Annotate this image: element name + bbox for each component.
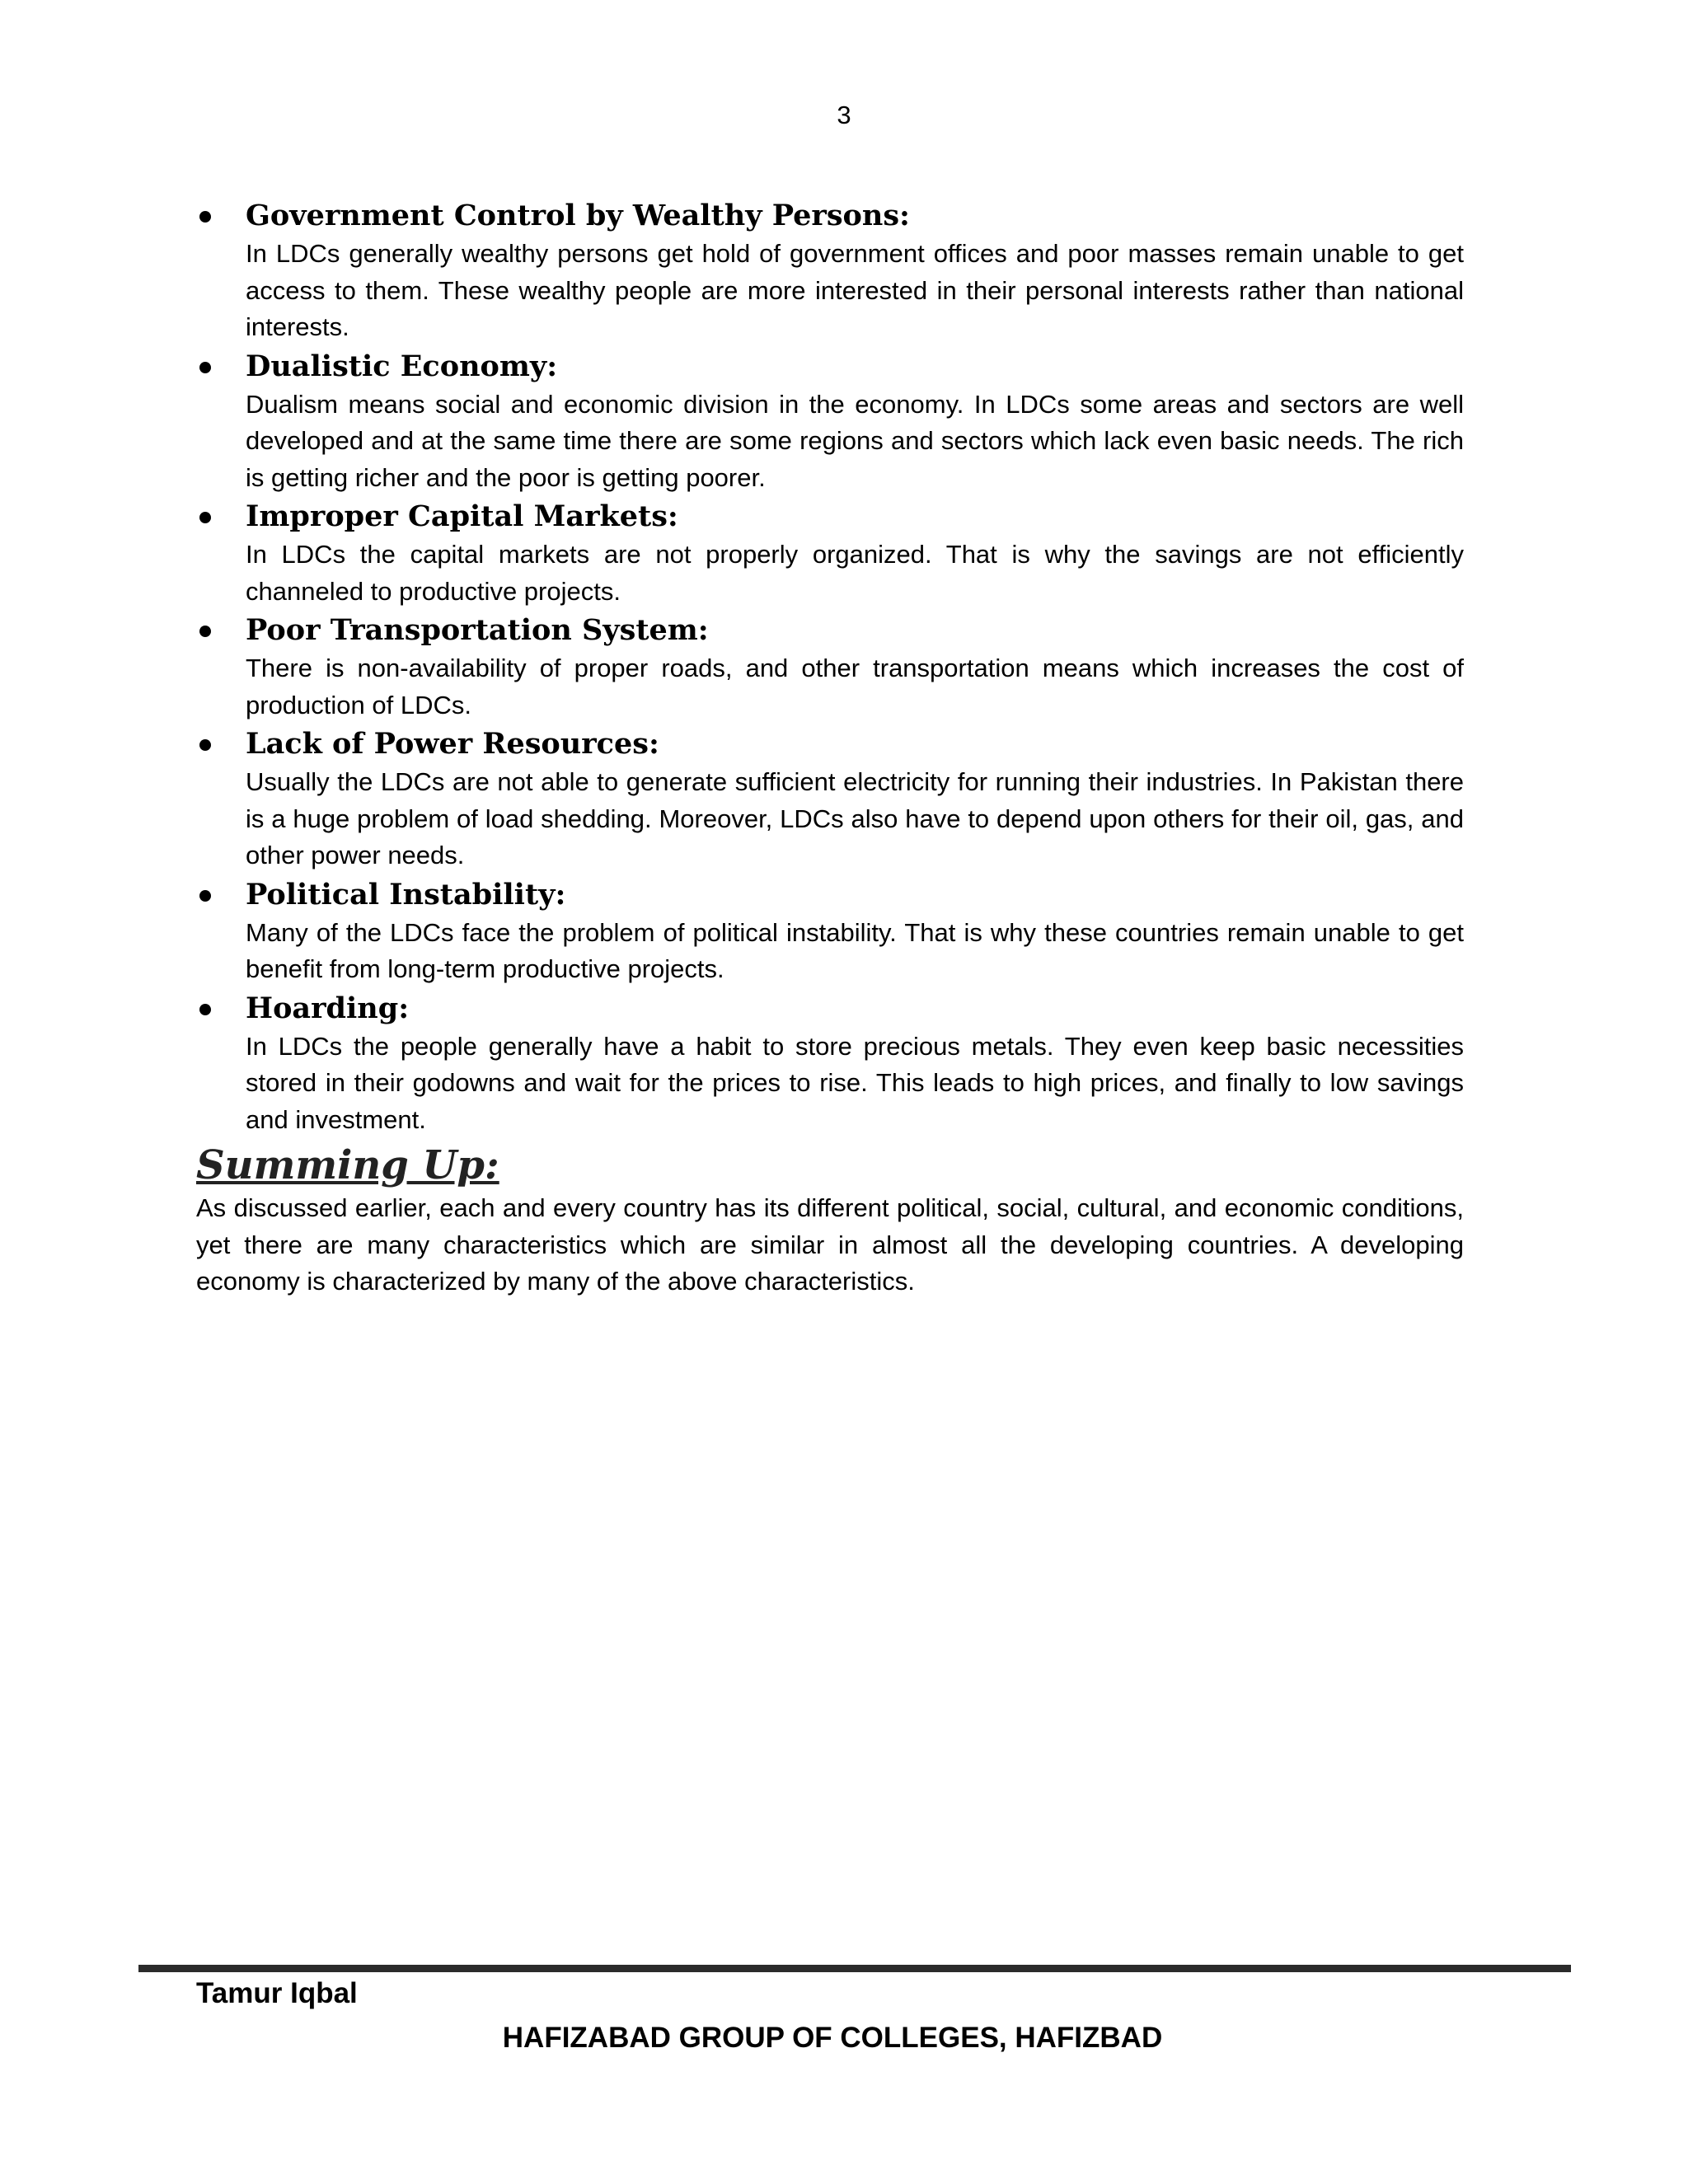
item-body: Dualism means social and economic division in the economy. In LDCs some areas and sectors are well developed and at the same time there are some regions and sectors which lack even basic needs. The rich is getting richer and the poor is getting poorer. xyxy=(246,389,1464,492)
item-heading: Political Instability: xyxy=(246,877,566,912)
item-body: In LDCs the capital markets are not properly organized. That is why the savings are not efficiently channeled to productive projects. xyxy=(246,540,1464,606)
list-item-government-control xyxy=(196,196,1464,347)
item-heading: Improper Capital Markets: xyxy=(246,499,678,533)
item-body: In LDCs generally wealthy persons get hold of government offices and poor masses remain unable to get access to them. These wealthy people are more interested in their personal interests rather than national interests. xyxy=(246,239,1464,341)
list-item-hoarding xyxy=(196,989,1464,1140)
list-item-capital-markets xyxy=(196,497,1464,611)
list-item-power-resources xyxy=(196,724,1464,875)
item-heading: Dualistic Economy: xyxy=(246,349,558,383)
footer-divider xyxy=(138,1965,1571,1972)
bullet-icon xyxy=(199,1004,211,1015)
list-item-dualistic-economy xyxy=(196,347,1464,498)
item-body: In LDCs the people generally have a habit to store precious metals. They even keep basic necessities stored in their godowns and wait for the prices to rise. This leads to high prices, and finally to low savings and investment. xyxy=(246,1031,1464,1134)
bullet-icon xyxy=(199,626,211,637)
page-number: 3 xyxy=(837,101,851,129)
bullet-icon xyxy=(199,211,211,223)
item-body: Many of the LDCs face the problem of political instability. That is why these countries remain unable to get benefit from long-term productive projects. xyxy=(246,917,1464,983)
item-heading: Government Control by Wealthy Persons: xyxy=(246,199,910,232)
item-heading: Lack of Power Resources: xyxy=(246,727,659,761)
bullet-icon xyxy=(199,739,211,751)
list-item-political-instability xyxy=(196,875,1464,989)
footer-author: Tamur Iqbal xyxy=(196,1977,358,2009)
item-body: Usually the LDCs are not able to generate sufficient electricity for running their industries. In Pakistan there is a huge problem of load shedding. Moreover, LDCs also have to depend upon others for their oil, gas, and other power needs. xyxy=(246,767,1464,869)
item-heading: Hoarding: xyxy=(246,991,410,1025)
item-heading: Poor Transportation System: xyxy=(246,613,709,647)
list-item-transportation xyxy=(196,611,1464,724)
bullet-icon xyxy=(199,890,211,902)
document-body xyxy=(196,196,1464,1301)
summary-body: As discussed earlier, each and every country has its different political, social, cultural, and economic conditions, yet there are many characteristics which are similar in almost all the developing countries. A developing economy is characterized by many of the above characteristics. xyxy=(196,1193,1464,1296)
footer-college: HAFIZABAD GROUP OF COLLEGES, HAFIZBAD xyxy=(502,2022,1163,2054)
item-body: There is non-availability of proper roads, and other transportation means which increases the cost of production of LDCs. xyxy=(246,654,1464,719)
bullet-icon xyxy=(199,362,211,373)
bullet-icon xyxy=(199,512,211,523)
summary-heading: Summing Up: xyxy=(196,1142,499,1188)
